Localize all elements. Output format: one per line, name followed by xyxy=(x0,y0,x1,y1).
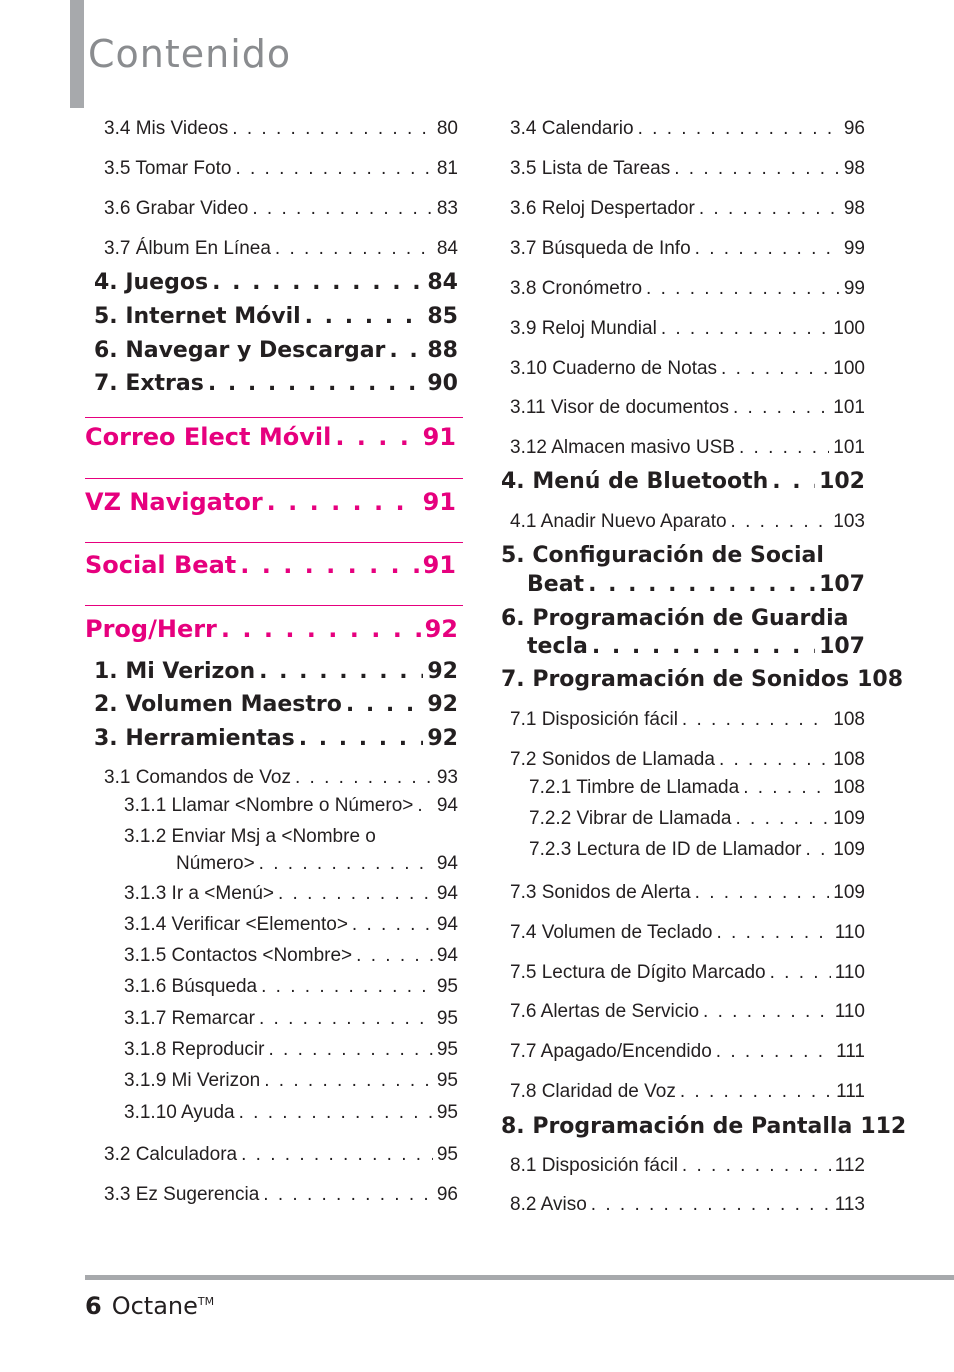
toc-entry-title: Prog/Herr xyxy=(85,615,217,643)
dot-leader xyxy=(278,883,433,905)
dot-leader xyxy=(389,338,423,363)
toc-entry-page: 91 xyxy=(422,488,456,516)
toc-entry-page: 96 xyxy=(436,1184,458,1205)
toc-entry xyxy=(510,511,865,533)
toc-entry-page: 92 xyxy=(427,659,458,684)
dot-leader xyxy=(733,397,829,419)
dot-leader xyxy=(695,882,830,904)
toc-entry-page: 111 xyxy=(836,1081,865,1102)
toc-entry-title: 3.6 Reloj Despertador xyxy=(510,198,695,219)
toc-entry-title: 4. Menú de Bluetooth xyxy=(501,469,769,494)
toc-entry-page: 92 xyxy=(424,615,458,643)
toc-entry xyxy=(510,749,865,771)
title-accent-bar xyxy=(70,0,84,108)
toc-entry-title: 3.7 Búsqueda de Info xyxy=(510,238,691,259)
toc-entry xyxy=(510,1041,865,1063)
dot-leader xyxy=(261,976,433,998)
toc-entry-title: 3.1.3 Ir a <Menú> xyxy=(124,883,274,904)
dot-leader xyxy=(305,304,424,329)
dot-leader xyxy=(299,726,424,751)
toc-entry xyxy=(510,118,865,140)
toc-entry-page: 93 xyxy=(436,767,458,788)
dot-leader xyxy=(352,914,433,936)
toc-entry-page: 108 xyxy=(857,667,904,692)
section-divider xyxy=(85,542,463,543)
toc-entry-page: 95 xyxy=(436,1144,458,1165)
toc-entry-title: 3.1.6 Búsqueda xyxy=(124,976,258,997)
page-number: 6 xyxy=(85,1292,102,1320)
toc-entry xyxy=(510,922,865,944)
toc-entry-title: 7.6 Alertas de Servicio xyxy=(510,1001,700,1022)
page-title: Contenido xyxy=(88,32,292,76)
toc-entry-page: 94 xyxy=(436,853,458,874)
dot-leader xyxy=(232,118,433,140)
toc-entry-page: 92 xyxy=(427,726,458,751)
toc-entry-page: 95 xyxy=(436,1008,458,1029)
toc-entry-title: 7.2 Sonidos de Llamada xyxy=(510,749,715,770)
toc-entry xyxy=(104,1144,458,1166)
toc-entry-title: tecla xyxy=(527,634,588,659)
toc-entry-page: 112 xyxy=(860,1114,907,1139)
toc-entry-title: 3.12 Almacen masivo USB xyxy=(510,437,735,458)
toc-entry xyxy=(94,338,458,363)
toc-entry-title: 3.1.1 Llamar <Nombre o Número> xyxy=(124,795,414,816)
dot-leader xyxy=(335,423,418,451)
toc-entry xyxy=(510,397,865,419)
toc-entry-title: 3.2 Calculadora xyxy=(104,1144,238,1165)
dot-leader xyxy=(638,118,840,140)
dot-leader xyxy=(591,1194,831,1216)
toc-entry xyxy=(94,371,458,396)
dot-leader xyxy=(680,1081,832,1103)
toc-entry-page: 95 xyxy=(436,1070,458,1091)
dot-leader xyxy=(268,1039,432,1061)
toc-entry-title: 3.1.5 Contactos <Nombre> xyxy=(124,945,353,966)
toc-entry xyxy=(124,1008,458,1030)
dot-leader xyxy=(259,1008,433,1030)
toc-entry-title: 7.1 Disposición fácil xyxy=(510,709,678,730)
toc-entry-title: 7.5 Lectura de Dígito Marcado xyxy=(510,962,766,983)
toc-entry xyxy=(124,914,458,936)
toc-entry-page: 99 xyxy=(843,238,865,259)
toc-entry-title: 6. Navegar y Descargar xyxy=(94,338,386,363)
dot-leader xyxy=(731,511,830,533)
toc-entry-page: 90 xyxy=(427,371,458,396)
toc-entry xyxy=(94,726,458,751)
toc-entry-page: 108 xyxy=(833,777,865,798)
toc-entry xyxy=(104,238,458,260)
dot-leader xyxy=(699,198,840,220)
toc-entry-page: 81 xyxy=(436,158,458,179)
toc-entry xyxy=(124,1102,458,1124)
toc-entry xyxy=(510,1001,865,1023)
toc-entry-title: 7.3 Sonidos de Alerta xyxy=(510,882,691,903)
dot-leader xyxy=(212,270,423,295)
section-divider xyxy=(85,478,463,479)
toc-entry-page: 94 xyxy=(436,795,458,816)
toc-entry-page: 103 xyxy=(833,511,865,532)
toc-entry-page: 100 xyxy=(833,358,865,379)
toc-entry xyxy=(501,1114,907,1139)
dot-leader xyxy=(356,945,433,967)
toc-entry xyxy=(510,278,865,300)
toc-entry-page: 113 xyxy=(834,1194,865,1215)
toc-entry xyxy=(510,709,865,731)
toc-entry-page: 101 xyxy=(833,397,865,418)
toc-entry xyxy=(501,667,904,692)
toc-entry-page: 108 xyxy=(833,749,865,770)
toc-entry xyxy=(510,1194,865,1216)
toc-entry-page: 110 xyxy=(834,962,865,983)
toc-entry-page: 80 xyxy=(436,118,458,139)
toc-entry-title: 3. Herramientas xyxy=(94,726,295,751)
toc-entry-title: 7.2.1 Timbre de Llamada xyxy=(529,777,740,798)
dot-leader xyxy=(263,1184,433,1206)
toc-entry xyxy=(510,238,865,260)
toc-entry-title: 3.1.9 Mi Verizon xyxy=(124,1070,261,1091)
toc-entry xyxy=(510,1155,865,1177)
dot-leader xyxy=(264,1070,433,1092)
toc-entry xyxy=(124,795,458,817)
dot-leader xyxy=(240,551,418,579)
toc-entry-title: 3.4 Calendario xyxy=(510,118,634,139)
toc-entry-page: 109 xyxy=(833,808,865,829)
toc-entry-title: 3.4 Mis Videos xyxy=(104,118,229,139)
toc-entry-title: 7.2.3 Lectura de ID de Llamador xyxy=(529,839,802,860)
toc-entry xyxy=(510,1081,865,1103)
dot-leader xyxy=(716,1041,832,1063)
toc-entry xyxy=(94,270,458,295)
toc-entry-page: 102 xyxy=(819,469,865,494)
toc-entry-page: 109 xyxy=(833,882,865,903)
toc-entry xyxy=(501,543,865,568)
dot-leader xyxy=(719,749,829,771)
toc-entry-page: 92 xyxy=(427,692,458,717)
toc-entry-page: 101 xyxy=(833,437,865,458)
toc-entry-page: 98 xyxy=(843,198,865,219)
dot-leader xyxy=(721,358,829,380)
dot-leader xyxy=(592,634,815,659)
toc-entry-page: 95 xyxy=(436,1102,458,1123)
toc-entry-title: 3.11 Visor de documentos xyxy=(510,397,729,418)
toc-entry-title: 3.1.2 Enviar Msj a <Nombre o xyxy=(124,826,376,847)
toc-entry-title: 4.1 Anadir Nuevo Aparato xyxy=(510,511,727,532)
dot-leader xyxy=(772,469,815,494)
toc-entry xyxy=(510,158,865,180)
toc-entry-page: 110 xyxy=(834,1001,865,1022)
dot-leader xyxy=(806,839,830,861)
toc-entry-title: 7. Extras xyxy=(94,371,204,396)
toc-entry xyxy=(529,839,865,861)
dot-leader xyxy=(674,158,840,180)
dot-leader xyxy=(417,795,432,817)
toc-entry-title: VZ Navigator xyxy=(85,488,263,516)
toc-entry-title: 8. Programación de Pantalla xyxy=(501,1114,853,1139)
toc-entry-title: 3.10 Cuaderno de Notas xyxy=(510,358,718,379)
dot-leader xyxy=(770,962,831,984)
toc-entry-title: 3.1 Comandos de Voz xyxy=(104,767,291,788)
dot-leader xyxy=(661,318,829,340)
toc-entry-title: 7.4 Volumen de Teclado xyxy=(510,922,713,943)
toc-entry xyxy=(124,1039,458,1061)
toc-entry-page: 83 xyxy=(436,198,458,219)
toc-entry-title: 3.1.8 Reproducir xyxy=(124,1039,265,1060)
toc-entry xyxy=(104,158,458,180)
dot-leader xyxy=(682,1155,831,1177)
toc-entry xyxy=(510,962,865,984)
toc-entry-title: 7.7 Apagado/Encendido xyxy=(510,1041,712,1062)
section-divider xyxy=(85,417,463,418)
toc-entry xyxy=(124,826,458,848)
toc-entry-title: Número> xyxy=(176,853,255,874)
section-divider xyxy=(85,605,463,606)
toc-entry-title: 7.2.2 Vibrar de Llamada xyxy=(529,808,732,829)
dot-leader xyxy=(735,808,829,830)
dot-leader xyxy=(646,278,840,300)
toc-entry xyxy=(124,976,458,998)
dot-leader xyxy=(235,158,432,180)
dot-leader xyxy=(208,371,424,396)
toc-entry-title: 3.5 Tomar Foto xyxy=(104,158,232,179)
toc-entry xyxy=(527,572,865,597)
toc-entry xyxy=(501,606,865,631)
toc-entry xyxy=(124,883,458,905)
toc-entry-page: 85 xyxy=(427,304,458,329)
dot-leader xyxy=(588,572,815,597)
toc-entry-title: 3.1.7 Remarcar xyxy=(124,1008,255,1029)
dot-leader xyxy=(221,615,421,643)
toc-entry xyxy=(510,437,865,459)
toc-entry-page: 107 xyxy=(819,634,865,659)
toc-entry xyxy=(85,551,456,579)
toc-entry-title: 5. Internet Móvil xyxy=(94,304,301,329)
footer-rule xyxy=(85,1275,954,1280)
toc-entry-page: 100 xyxy=(833,318,865,339)
dot-leader xyxy=(682,709,829,731)
dot-leader xyxy=(703,1001,831,1023)
toc-entry-title: Social Beat xyxy=(85,551,237,579)
dot-leader xyxy=(252,198,433,220)
dot-leader xyxy=(259,853,433,875)
dot-leader xyxy=(239,1102,433,1124)
toc-entry-page: 95 xyxy=(436,1039,458,1060)
dot-leader xyxy=(346,692,424,717)
toc-entry-page: 98 xyxy=(843,158,865,179)
toc-entry-page: 88 xyxy=(427,338,458,363)
toc-entry-title: 7.8 Claridad de Voz xyxy=(510,1081,676,1102)
toc-entry-page: 95 xyxy=(436,976,458,997)
toc-entry-title: 3.7 Álbum En Línea xyxy=(104,238,271,259)
toc-entry-page: 94 xyxy=(436,883,458,904)
toc-entry xyxy=(501,469,865,494)
toc-entry xyxy=(124,1070,458,1092)
dot-leader xyxy=(275,238,433,260)
toc-entry-title: Correo Elect Móvil xyxy=(85,423,332,451)
toc-entry xyxy=(94,692,458,717)
toc-entry-title: 3.8 Cronómetro xyxy=(510,278,643,299)
toc-entry-page: 84 xyxy=(436,238,458,259)
toc-entry-title: 8.1 Disposición fácil xyxy=(510,1155,678,1176)
toc-entry-title: 1. Mi Verizon xyxy=(94,659,256,684)
toc-entry-title: 8.2 Aviso xyxy=(510,1194,587,1215)
toc-entry xyxy=(85,615,458,643)
toc-entry-title: 3.5 Lista de Tareas xyxy=(510,158,671,179)
dot-leader xyxy=(259,659,423,684)
toc-entry-page: 108 xyxy=(833,709,865,730)
toc-entry-page: 99 xyxy=(843,278,865,299)
toc-entry xyxy=(104,198,458,220)
toc-entry-page: 112 xyxy=(834,1155,865,1176)
toc-entry-title: 3.1.4 Verificar <Elemento> xyxy=(124,914,348,935)
toc-entry xyxy=(94,304,458,329)
toc-entry-title: 2. Volumen Maestro xyxy=(94,692,342,717)
toc-entry xyxy=(510,882,865,904)
toc-entry xyxy=(124,945,458,967)
brand-name: Octane xyxy=(111,1292,198,1320)
trademark: TM xyxy=(197,1295,215,1308)
dot-leader xyxy=(241,1144,433,1166)
toc-entry-page: 109 xyxy=(833,839,865,860)
toc-entry xyxy=(104,1184,458,1206)
toc-entry xyxy=(510,358,865,380)
dot-leader xyxy=(695,238,840,260)
toc-entry-title: 4. Juegos xyxy=(94,270,209,295)
toc-entry xyxy=(104,767,458,789)
toc-entry-title: Beat xyxy=(527,572,585,597)
toc-entry-title: 6. Programación de Guardia xyxy=(501,606,849,631)
toc-entry xyxy=(510,318,865,340)
dot-leader xyxy=(295,767,433,789)
toc-entry xyxy=(104,118,458,140)
toc-entry xyxy=(529,777,865,799)
toc-entry xyxy=(529,808,865,830)
toc-entry-title: 3.9 Reloj Mundial xyxy=(510,318,657,339)
dot-leader xyxy=(267,488,419,516)
toc-entry-title: 5. Configuración de Social xyxy=(501,543,824,568)
dot-leader xyxy=(743,777,829,799)
toc-entry-page: 91 xyxy=(422,551,456,579)
toc-entry-page: 94 xyxy=(436,914,458,935)
toc-entry-page: 96 xyxy=(843,118,865,139)
toc-entry xyxy=(85,423,456,451)
toc-entry-title: 3.1.10 Ayuda xyxy=(124,1102,235,1123)
dot-leader xyxy=(739,437,829,459)
toc-entry-page: 84 xyxy=(427,270,458,295)
toc-entry xyxy=(527,634,865,659)
toc-entry xyxy=(510,198,865,220)
dot-leader xyxy=(716,922,830,944)
toc-entry-title: 3.3 Ez Sugerencia xyxy=(104,1184,260,1205)
toc-entry-page: 107 xyxy=(819,572,865,597)
toc-entry-page: 91 xyxy=(422,423,456,451)
footer xyxy=(85,1292,214,1320)
toc-entry-title: 3.6 Grabar Video xyxy=(104,198,249,219)
toc-entry-title: 7. Programación de Sonidos xyxy=(501,667,850,692)
toc-entry-page: 110 xyxy=(834,922,865,943)
toc-entry xyxy=(176,853,458,875)
toc-entry xyxy=(94,659,458,684)
toc-entry xyxy=(85,488,456,516)
toc-entry-page: 94 xyxy=(436,945,458,966)
toc-entry-page: 111 xyxy=(836,1041,865,1062)
